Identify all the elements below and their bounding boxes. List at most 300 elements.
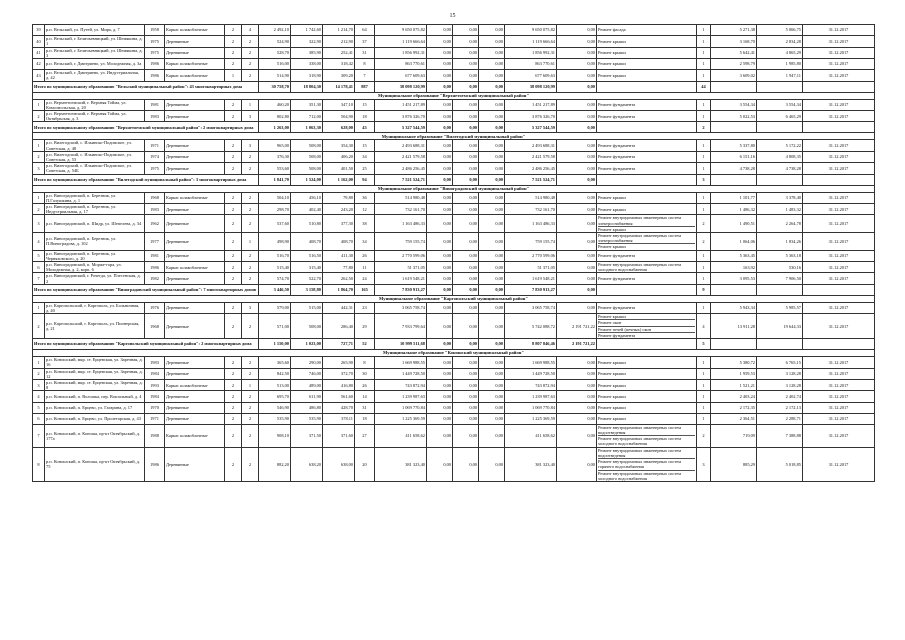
cell-addr: р.п. Коношский, мкр. ст. Ерцевская, ул. Заречная, д. 8 [46, 379, 143, 391]
cell-a3: 406,20 [323, 151, 355, 162]
total-a3: 1 162,00 [323, 174, 355, 185]
cell-f2: 0,00 [453, 402, 479, 413]
cell-f3: 0,00 [479, 262, 505, 273]
total-empty [711, 174, 757, 185]
total-a3: 727,71 [323, 339, 355, 350]
cell-pop: 14 [355, 391, 375, 402]
cell-ent: 4 [242, 25, 259, 36]
cell-wn: 1 [697, 59, 711, 70]
cell-f2: 0,00 [453, 273, 479, 284]
cell-ent: 1 [242, 379, 259, 390]
cell-lim: 4 738,28 [757, 163, 803, 174]
cell-a3: 265,90 [323, 357, 355, 368]
cell-lim: 4 865,29 [757, 47, 803, 58]
cell-pop: 8 [355, 357, 375, 368]
cell-f4: 3 065 758,74 [505, 302, 557, 313]
total-works-empty [597, 174, 697, 185]
total-empty [803, 339, 875, 350]
cell-mat: Каркас шлакоблочные [165, 192, 225, 203]
cell-wn: 1 [697, 151, 711, 162]
cell-a3: 411,30 [323, 250, 355, 261]
works-cell [597, 163, 697, 174]
cell-a1: 515,40 [259, 262, 291, 273]
cell-f2: 0,00 [453, 215, 479, 233]
cell-f4: 743 872,94 [505, 379, 557, 390]
table-row [33, 273, 875, 284]
cell-a3: 638,00 [323, 447, 355, 481]
cell-spec: 2 172,35 [711, 402, 757, 413]
cell-f1: 0,00 [427, 391, 453, 402]
cell-wn: 1 [697, 357, 711, 368]
cell-f3: 0,00 [479, 357, 505, 368]
cell-pop: 31 [355, 47, 375, 58]
total-f4: 38 098 120,99 [505, 81, 557, 92]
cell-wn: 1 [697, 402, 711, 413]
works-cell [597, 99, 697, 110]
cell-f3: 0,00 [479, 163, 505, 174]
cell-a1: 524,90 [259, 36, 291, 47]
cell-ent: 2 [242, 273, 259, 284]
work-item: Ремонт фундамента [598, 332, 636, 338]
cell-spec: 719,09 [711, 424, 757, 447]
cell-lim: 3 128,28 [757, 368, 803, 379]
cell-a2: 510,80 [291, 215, 323, 233]
cell-n: 1 [33, 99, 45, 110]
cell-pop: 26 [355, 379, 375, 390]
cell-wn: 1 [697, 70, 711, 81]
cell-lim: 7 388,88 [757, 424, 803, 447]
cell-lim: 2 264,78 [757, 215, 803, 233]
total-empty [803, 81, 875, 92]
total-pop: 887 [355, 81, 375, 92]
cell-a3: 442,31 [323, 302, 355, 313]
total-a1: 30 758,70 [259, 81, 291, 92]
cell-mat: Деревянные [165, 314, 225, 339]
cell-f4: 1 449 728,50 [505, 368, 557, 379]
cell-year: 1981 [145, 99, 165, 110]
cell-a2: 515,00 [291, 302, 323, 313]
cell-addr: р.п. Вельский, г. Дмитриево, ул. Молодежная, д. 3а [45, 59, 145, 70]
cell-spec: 13 911,28 [711, 314, 757, 339]
cell-cost: 2 421 579,58 [375, 151, 427, 162]
cell-year: 1984 [145, 368, 165, 379]
cell-fl: 2 [225, 215, 242, 233]
cell-f4: 1 119 666,64 [505, 36, 557, 47]
cell-year: 1962 [145, 215, 165, 233]
cell-spec: 3 609,02 [711, 70, 757, 81]
work-item: Ремонт окон [598, 320, 695, 326]
cell-fl: 2 [225, 233, 242, 251]
cell-mat: Каркас шлакоблочные [165, 379, 225, 390]
work-item: Ремонт крыши [598, 314, 695, 320]
cell-wn: 1 [697, 273, 711, 284]
cell-f2: 0,00 [453, 302, 479, 313]
region-title: Муниципальное образование "Вилегодский муниципальный район" [33, 133, 875, 140]
cell-n: 4 [33, 391, 45, 402]
cell-wn: 2 [697, 424, 711, 447]
table-row [33, 357, 875, 368]
cell-a3: 371,60 [323, 424, 355, 447]
cell-f3: 0,00 [479, 140, 505, 151]
cell-f3: 0,00 [479, 424, 505, 447]
total-label: Итого по муниципальному образованию "Вельский муниципальный район": 43 многоквартирных дома [33, 81, 259, 92]
cell-cost: 381 323,40 [375, 447, 427, 481]
cell-wn: 1 [697, 262, 711, 273]
total-empty [757, 284, 803, 295]
cell-lim: 2 834,28 [757, 36, 803, 47]
cell-spec: 5 271,38 [711, 25, 757, 36]
cell-n: 2 [33, 151, 45, 162]
cell-a2: 351,30 [291, 99, 323, 110]
cell-a3: 77,80 [323, 262, 355, 273]
cell-cost: 1 619 548,21 [375, 273, 427, 284]
cell-addr: р.п. Коношский, п. Коноша, пр-кт Октябрьский, д. 177а [45, 424, 145, 447]
table-row [33, 47, 875, 58]
total-f5: 0,00 [557, 174, 597, 185]
cell-date: 31.12.2017 [803, 25, 875, 36]
cell-a3: 561,60 [323, 391, 355, 402]
table-row [33, 447, 875, 481]
region-header-row [33, 350, 875, 357]
cell-f3: 0,00 [479, 391, 505, 402]
cell-cost: 7 933 799,64 [375, 314, 427, 339]
table-row [33, 204, 875, 215]
total-row [33, 284, 875, 295]
total-empty [711, 81, 757, 92]
cell-f5: 0,00 [557, 215, 597, 233]
cell-fl: 2 [225, 140, 242, 151]
cell-f3: 0,00 [479, 379, 505, 390]
cell-a1: 842,50 [259, 368, 291, 379]
cell-pop: 34 [355, 151, 375, 162]
cell-lim: 1 834,26 [757, 233, 803, 251]
total-row [33, 339, 875, 350]
cell-f5: 0,00 [557, 447, 597, 481]
cell-pop: 36 [355, 192, 375, 203]
work-item: Ремонт внутридомовых инженерных систем водоотведения [598, 425, 695, 436]
total-f5: 0,00 [557, 122, 597, 133]
cell-mat: Деревянные [165, 233, 225, 251]
cell-f5: 0,00 [557, 99, 597, 110]
cell-wn: 1 [697, 140, 711, 151]
cell-f4: 381 323,40 [505, 447, 557, 481]
cell-n: 39 [33, 25, 45, 36]
cell-n: 1 [33, 192, 45, 203]
cell-f1: 0,00 [427, 413, 453, 424]
cell-mat: Деревянные [165, 391, 225, 402]
work-item: Ремонт крыши [598, 359, 626, 365]
cell-wn: 1 [697, 99, 711, 110]
total-f3: 0,00 [479, 122, 505, 133]
total-wn: 9 [697, 284, 711, 295]
cell-f2: 0,00 [453, 262, 479, 273]
cell-spec: 3 095,53 [711, 273, 757, 284]
cell-f4: 2 493 688,31 [505, 140, 557, 151]
cell-a1: 514,90 [259, 70, 291, 81]
cell-addr: р.п. Вилегодский, с. Ильинско-Подомское, ул. Советская, д. 53 [45, 151, 145, 162]
cell-cost: 759 155,74 [375, 233, 427, 251]
cell-lim: 5 066,75 [757, 25, 803, 36]
work-item: Ремонт крыши [598, 72, 626, 78]
cell-addr: р.п. Коношский, п. Ерцево, ул. Гагарина, д. 17 [45, 402, 145, 413]
table-row [33, 99, 875, 110]
cell-mat: Деревянные [165, 99, 225, 110]
cell-a2: 318,90 [291, 70, 323, 81]
cell-n: 40 [33, 36, 45, 47]
cell-a1: 2 492,10 [259, 25, 291, 36]
cell-mat: Деревянные [165, 111, 225, 122]
cell-ent: 2 [242, 357, 259, 368]
cell-ent: 2 [242, 163, 259, 174]
cell-ent: 3 [242, 140, 259, 151]
cell-a2: 746,00 [291, 368, 323, 379]
cell-f2: 0,00 [453, 59, 479, 70]
cell-f3: 0,00 [479, 368, 505, 379]
cell-wn: 1 [697, 204, 711, 215]
cell-f1: 0,00 [427, 273, 453, 284]
cell-ent: 2 [242, 368, 259, 379]
cell-f5: 0,00 [557, 151, 597, 162]
total-label: Итого по муниципальному образованию "Верхнетоемский муниципальный район": 2 многоквартирных дома [33, 122, 259, 133]
cell-spec: 5 363,45 [711, 250, 757, 261]
work-item: Ремонт внутридомовых инженерных систем холодного водоснабжения [598, 470, 682, 481]
cell-fl: 2 [225, 424, 242, 447]
work-item: Ремонт крыши [598, 206, 626, 212]
cell-n: 42 [33, 59, 45, 70]
cell-spec: 4 738,28 [711, 163, 757, 174]
total-f4: 5 327 544,59 [505, 122, 557, 133]
cell-f4: 1 163 486,33 [505, 215, 557, 233]
cell-a1: 504,10 [259, 192, 291, 203]
cell-year: 1958 [145, 25, 165, 36]
works-cell [597, 379, 697, 390]
cell-f1: 0,00 [427, 140, 453, 151]
cell-f3: 0,00 [479, 402, 505, 413]
works-cell [597, 447, 697, 481]
cell-ent: 2 [242, 314, 259, 339]
work-item: Ремонт крыши [598, 371, 626, 377]
cell-f3: 0,00 [479, 70, 505, 81]
cell-cost: 863 770,61 [375, 59, 427, 70]
cell-a1: 546,90 [259, 402, 291, 413]
cell-n: 1 [33, 357, 45, 368]
cell-pop: 31 [355, 402, 375, 413]
cell-date: 31.12.2017 [803, 379, 875, 390]
table-row [33, 368, 875, 379]
cell-a2: 385,90 [291, 47, 323, 58]
work-item: Ремонт крыши [598, 226, 626, 232]
cell-f3: 0,00 [479, 233, 505, 251]
cell-fl: 2 [225, 47, 242, 58]
cell-f5: 0,00 [557, 25, 597, 36]
cell-ent: 2 [242, 151, 259, 162]
cell-f1: 0,00 [427, 111, 453, 122]
cell-date: 31.12.2017 [803, 215, 875, 233]
total-f1: 0,00 [427, 81, 453, 92]
cell-f5: 0,00 [557, 192, 597, 203]
total-a3: 1 864,70 [323, 284, 355, 295]
cell-fl: 2 [225, 447, 242, 481]
cell-spec: 1 490,51 [711, 215, 757, 233]
total-f5: 0,00 [557, 81, 597, 92]
cell-f2: 0,00 [453, 140, 479, 151]
works-cell [597, 111, 697, 122]
cell-addr: р.п. Вилегодский, с. Ильинско-Подомское, ул. Советская, д. 54Б [45, 163, 145, 174]
cell-wn: 1 [697, 163, 711, 174]
table-row [33, 140, 875, 151]
cell-year: 1988 [145, 424, 165, 447]
cell-a3: 243,20 [323, 204, 355, 215]
cell-spec: 2 364,51 [711, 413, 757, 424]
cell-f3: 0,00 [479, 302, 505, 313]
cell-a1: 574,70 [259, 273, 291, 284]
cell-date: 31.12.2017 [803, 163, 875, 174]
work-item: Ремонт крыши [598, 404, 626, 410]
cell-f5: 0,00 [557, 250, 597, 261]
cell-f5: 0,00 [557, 262, 597, 273]
cell-mat: Деревянные [165, 140, 225, 151]
table-row [33, 111, 875, 122]
cell-lim: 5 985,57 [757, 302, 803, 313]
cell-wn: 1 [697, 36, 711, 47]
cell-a2: 402,40 [291, 204, 323, 215]
cell-f2: 0,00 [453, 204, 479, 215]
cell-mat: Каркас шлакоблочные [165, 59, 225, 70]
cell-f4: 2 486 256,45 [505, 163, 557, 174]
cell-pop: 38 [355, 215, 375, 233]
region-header-row [33, 92, 875, 99]
cell-addr: р.п. Коношский, п. Коноша, пр-кт Октябрьский, д. 75 [45, 447, 145, 481]
cell-fl: 2 [225, 402, 242, 413]
cell-date: 31.12.2017 [803, 314, 875, 339]
cell-f4: 1 069 770,84 [505, 402, 557, 413]
cell-wn: 1 [697, 379, 711, 390]
cell-date: 31.12.2017 [803, 413, 875, 424]
cell-n: 3 [33, 379, 45, 390]
cell-mat: Деревянные [165, 447, 225, 481]
cell-cost: 743 872,94 [375, 379, 427, 390]
cell-mat: Деревянные [165, 215, 225, 233]
total-f1: 0,00 [427, 339, 453, 350]
works-cell [597, 250, 697, 261]
cell-a1: 695,70 [259, 391, 291, 402]
cell-date: 31.12.2017 [803, 140, 875, 151]
cell-lim: 2 402,74 [757, 391, 803, 402]
cell-cost: 2 493 688,31 [375, 140, 427, 151]
total-empty [757, 81, 803, 92]
cell-date: 31.12.2017 [803, 262, 875, 273]
cell-f4: 1 856 992,31 [505, 47, 557, 58]
cell-wn: 4 [697, 314, 711, 339]
cell-mat: Деревянные [165, 163, 225, 174]
cell-mat: Деревянные [165, 273, 225, 284]
cell-a2: 712,00 [291, 111, 323, 122]
cell-fl: 2 [225, 391, 242, 402]
cell-year: 1975 [145, 36, 165, 47]
cell-n: 2 [33, 368, 45, 379]
cell-cost: 677 609,63 [375, 70, 427, 81]
cell-wn: 2 [697, 233, 711, 251]
total-f3: 0,00 [479, 339, 505, 350]
total-wn: 3 [697, 174, 711, 185]
cell-n: 8 [33, 447, 45, 481]
cell-fl: 1 [225, 70, 242, 81]
works-cell [597, 424, 697, 447]
cell-f5: 0,00 [557, 413, 597, 424]
cell-addr: р.п. Верхнетоемский, г. Верхняя Тойма, ул. Комсомольская, д. 20 [45, 99, 145, 110]
table-row [33, 402, 875, 413]
cell-ent: 2 [242, 447, 259, 481]
cell-f1: 0,00 [427, 262, 453, 273]
total-works-empty [597, 122, 697, 133]
cell-lim: 1 947,11 [757, 70, 803, 81]
cell-mat: Деревянные [165, 357, 225, 368]
cell-a3: 262,50 [323, 273, 355, 284]
works-cell [597, 368, 697, 379]
work-item: Ремонт печей (печных) окон [598, 327, 695, 333]
cell-f1: 0,00 [427, 215, 453, 233]
region-title: Муниципальное образование "Виноградовский муниципальный район" [33, 185, 875, 192]
cell-wn: 1 [697, 302, 711, 313]
cell-spec: 885,29 [711, 447, 757, 481]
total-wn: 5 [697, 339, 711, 350]
cell-fl: 2 [225, 59, 242, 70]
total-cost: 10 999 511,68 [375, 339, 427, 350]
cell-fl: 2 [225, 204, 242, 215]
cell-ent: 3 [242, 111, 259, 122]
cell-f1: 0,00 [427, 424, 453, 447]
work-item: Ремонт фундамента [598, 276, 636, 282]
cell-f2: 0,00 [453, 192, 479, 203]
works-cell [597, 314, 697, 339]
cell-f4: 411 658,62 [505, 424, 557, 447]
cell-cost: 1 163 486,33 [375, 215, 427, 233]
cell-f2: 0,00 [453, 250, 479, 261]
cell-f2: 0,00 [453, 47, 479, 58]
cell-addr: р.п. Коношский, мкр. ст. Ерцевская, ул. Заречная, д. 12 [46, 368, 143, 379]
cell-a3: 377,30 [323, 215, 355, 233]
cell-year: 1986 [145, 59, 165, 70]
cell-year: 1983 [145, 204, 165, 215]
cell-f1: 0,00 [427, 314, 453, 339]
cell-ent: 2 [242, 47, 259, 58]
cell-f4: 1 239 987,63 [505, 391, 557, 402]
cell-f3: 0,00 [479, 273, 505, 284]
cell-pop: 64 [355, 25, 375, 36]
cell-lim: 7 906,50 [757, 273, 803, 284]
cell-pop: 12 [355, 204, 375, 215]
cell-n: 2 [33, 111, 45, 122]
cell-a3: 372,70 [323, 368, 355, 379]
cell-n: 3 [33, 163, 45, 174]
cell-a3: 212,90 [323, 36, 355, 47]
cell-a2: 338,00 [291, 59, 323, 70]
cell-addr: р.п. Верхнетоемский, г. Верхняя Тойма, ул. Октябрьская, д. 3 [45, 111, 145, 122]
cell-f2: 0,00 [453, 368, 479, 379]
cell-spec: 5 022,53 [711, 111, 757, 122]
total-label: Итого по муниципальному образованию "Вилегодский муниципальный район": 3 многоквартирных дома [33, 174, 259, 185]
cell-ent: 1 [242, 99, 259, 110]
cell-f2: 0,00 [453, 413, 479, 424]
cell-f1: 0,00 [427, 233, 453, 251]
total-a1: 3 446,50 [259, 284, 291, 295]
cell-wn: 1 [697, 192, 711, 203]
cell-spec: 1 101,77 [711, 192, 757, 203]
cell-fl: 2 [225, 314, 242, 339]
cell-year: 1971 [145, 140, 165, 151]
cell-cost: 1 449 728,50 [375, 368, 427, 379]
cell-f5: 0,00 [557, 36, 597, 47]
